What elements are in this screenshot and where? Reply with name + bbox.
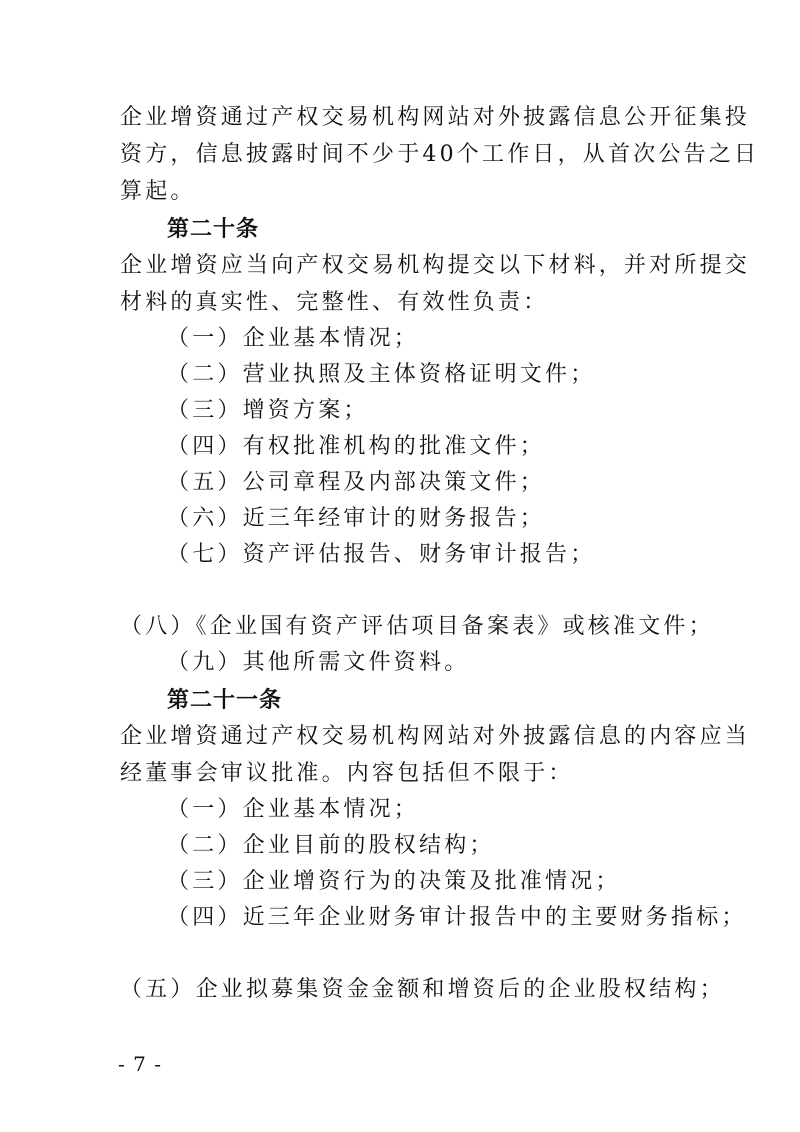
paragraph-line: 经董事会审议批准。内容包括但不限于： [120,761,574,786]
paragraph-line: 材料的真实性、完整性、有效性负责： [120,290,549,315]
list-item: （六）近三年经审计的财务报告； [167,506,546,531]
paragraph-line: 企业增资应当向产权交易机构提交以下材料，并对所提交 [120,253,751,278]
list-item: （四）有权批准机构的批准文件； [167,434,546,459]
list-item: （二）营业执照及主体资格证明文件； [167,362,596,387]
list-item: （五）企业拟募集资金金额和增资后的企业股权结构； [120,977,725,1002]
list-item: （七）资产评估报告、财务审计报告； [167,542,596,567]
article-heading: 第二十条 [167,216,260,242]
list-item: （四）近三年企业财务审计报告中的主要财务指标； [167,905,747,930]
paragraph-line: 企业增资通过产权交易机构网站对外披露信息公开征集投 [120,105,751,130]
list-item: （八）《企业国有资产评估项目备案表》或核准文件； [120,614,714,639]
list-item: （二）企业目前的股权结构； [167,833,495,858]
list-item: （九）其他所需文件资料。 [167,650,470,675]
paragraph-line: 资方，信息披露时间不少于40个工作日，从首次公告之日 [120,142,760,167]
list-item: （一）企业基本情况； [167,326,420,351]
list-item: （三）增资方案； [167,398,369,423]
page-number: - 7 - [118,1052,162,1076]
list-item: （一）企业基本情况； [167,797,420,822]
list-item: （五）公司章程及内部决策文件； [167,470,546,495]
paragraph-line: 企业增资通过产权交易机构网站对外披露信息的内容应当 [120,724,751,749]
list-item: （三）企业增资行为的决策及批准情况； [167,869,621,894]
article-heading: 第二十一条 [167,687,283,713]
paragraph-line: 算起。 [120,179,196,204]
